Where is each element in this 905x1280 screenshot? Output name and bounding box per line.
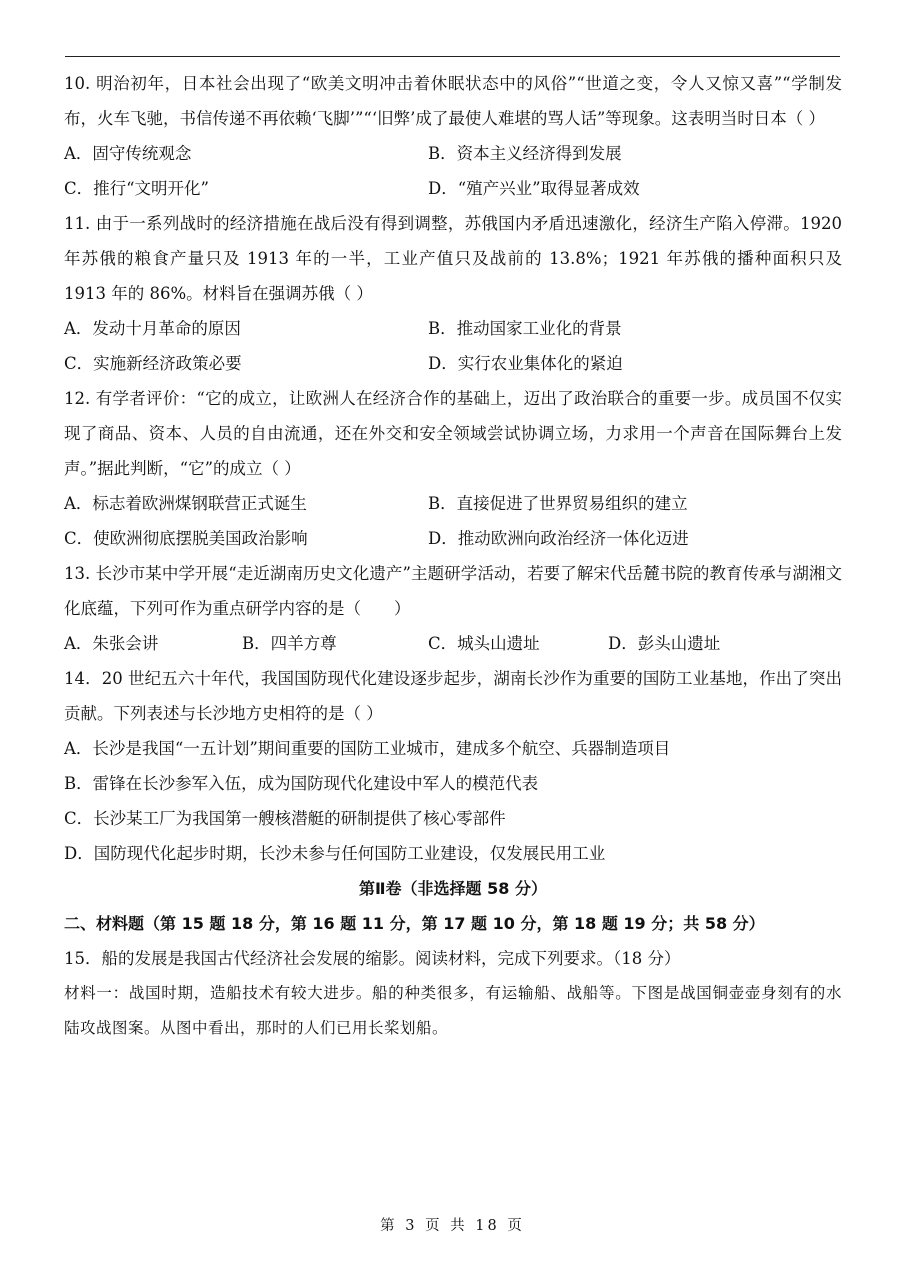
question-15-stem: 15．船的发展是我国古代经济社会发展的缩影。阅读材料，完成下列要求。（18 分） — [64, 949, 681, 968]
option-b: B．四羊方尊 — [242, 634, 337, 653]
option-c: C．城头山遗址 — [428, 634, 540, 653]
option-b: B．直接促进了世界贸易组织的建立 — [428, 494, 688, 513]
option-a: A．固守传统观念 — [64, 144, 192, 163]
option-d: D．“殖产兴业”取得显著成效 — [428, 179, 640, 198]
option-c: C．使欧洲彻底摆脱美国政治影响 — [64, 529, 308, 548]
question-stem: 11. 由于一系列战时的经济措施在战后没有得到调整，苏俄国内矛盾迅速激化，经济生产陷入停滞。1920 年苏俄的粮食产量只及 1913 年的一半，工业产值只及战前的 13.8%；1921 年苏俄的播种面积只及 1913 年的 86%。材料旨在强调苏俄（ ） — [64, 214, 842, 303]
option-b: B．资本主义经济得到发展 — [428, 144, 622, 163]
section-title: 第Ⅱ卷（非选择题 58 分） — [359, 879, 547, 898]
option-a: A．发动十月革命的原因 — [64, 319, 241, 338]
question-stem: 14．20 世纪五六十年代，我国国防现代化建设逐步起步，湖南长沙作为重要的国防工业基地，作出了突出贡献。下列表述与长沙地方史相符的是（ ） — [64, 669, 842, 723]
question-10 — [64, 66, 842, 206]
option-d: D．推动欧洲向政治经济一体化迈进 — [428, 529, 689, 548]
question-11 — [64, 206, 842, 381]
material-one: 材料一：战国时期，造船技术有较大进步。船的种类很多，有运输船、战船等。下图是战国铜壶壶身刻有的水陆攻战图案。从图中看出，那时的人们已用长桨划船。 — [64, 984, 842, 1037]
page-footer: 第 3 页 共 18 页 — [380, 1218, 525, 1234]
option-c: C．长沙某工厂为我国第一艘核潜艇的研制提供了核心零部件 — [64, 809, 506, 828]
option-c: C．实施新经济政策必要 — [64, 354, 242, 373]
options-row — [64, 136, 842, 171]
exam-page-content — [64, 66, 842, 1046]
option-a: A．标志着欧洲煤钢联营正式诞生 — [64, 494, 307, 513]
options-row — [64, 311, 842, 346]
option-b: B．推动国家工业化的背景 — [428, 319, 622, 338]
options-row — [64, 346, 842, 381]
options-row — [64, 626, 842, 661]
question-14 — [64, 661, 842, 871]
question-12 — [64, 381, 842, 556]
option-a: A．朱张会讲 — [64, 634, 159, 653]
option-d: D．彭头山遗址 — [608, 634, 721, 653]
options-row — [64, 171, 842, 206]
option-c: C．推行“文明开化” — [64, 179, 209, 198]
header-rule — [65, 56, 840, 57]
options-row — [64, 486, 842, 521]
part-title: 二、材料题（第 15 题 18 分，第 16 题 11 分，第 17 题 10 分，第 18 题 19 分；共 58 分） — [64, 914, 765, 933]
option-b: B．雷锋在长沙参军入伍，成为国防现代化建设中军人的模范代表 — [64, 774, 539, 793]
question-13 — [64, 556, 842, 661]
option-d: D．国防现代化起步时期，长沙未参与任何国防工业建设，仅发展民用工业 — [64, 844, 606, 863]
question-stem: 10. 明治初年，日本社会出现了“欧美文明冲击着休眠状态中的风俗”“世道之变，令人又惊又喜”“学制发布，火车飞驰，书信传递不再依赖‘飞脚’”“‘旧弊’成了最使人难堪的骂人话”等现象。这表明当时日本（ ） — [64, 74, 842, 128]
question-stem: 12. 有学者评价：“它的成立，让欧洲人在经济合作的基础上，迈出了政治联合的重要一步。成员国不仅实现了商品、资本、人员的自由流通，还在外交和安全领域尝试协调立场，力求用一个声音在国际舞台上发声。”据此判断，“它”的成立（ ） — [64, 389, 842, 478]
question-stem: 13. 长沙市某中学开展“走近湖南历史文化遗产”主题研学活动，若要了解宋代岳麓书院的教育传承与湖湘文化底蕴，下列可作为重点研学内容的是（ ） — [64, 564, 842, 618]
option-a: A．长沙是我国“一五计划”期间重要的国防工业城市，建成多个航空、兵器制造项目 — [64, 739, 671, 758]
options-row — [64, 521, 842, 556]
option-d: D．实行农业集体化的紧迫 — [428, 354, 623, 373]
